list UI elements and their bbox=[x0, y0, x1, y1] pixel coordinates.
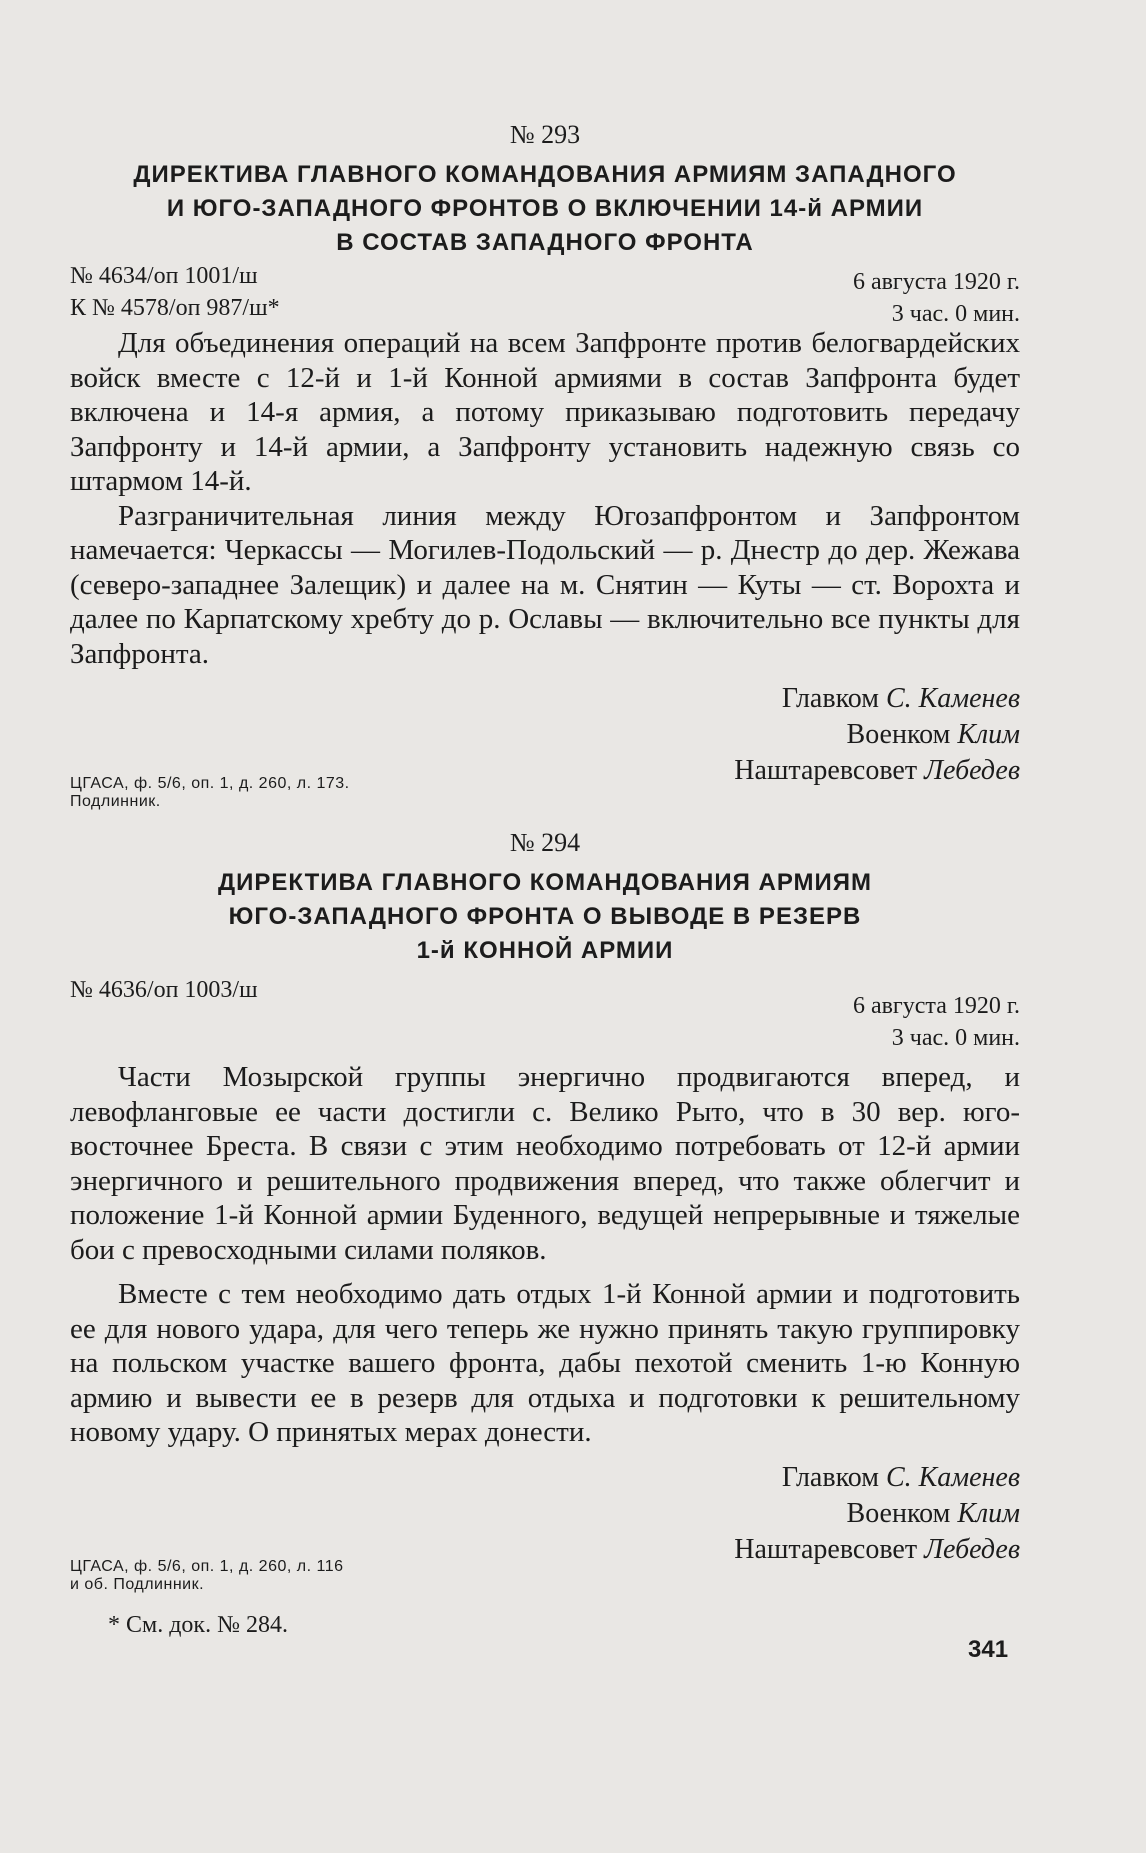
doc-294-archive-ref: ЦГАСА, ф. 5/6, оп. 1, д. 260, л. 116 и об. Подлинник. bbox=[70, 1557, 344, 1593]
doc-294-ref: № 4636/оп 1003/ш bbox=[70, 977, 258, 1003]
doc-293-time: 3 час. 0 мин. bbox=[891, 301, 1020, 327]
doc-293-paragraph: Разграничительная линия между Югозапфронтом и Запфронтом намечается: Черкассы — Могилев-Подольский — р. Днестр до дер. Жежава (северо-западнее Залещик) и далее на м. Снятин — Куты — ст. Ворохта и далее по Карпатскому хребту до р. Ославы — включительно все пункты для Запфронта. bbox=[70, 499, 1020, 670]
doc-293-paragraph: Для объединения операций на всем Запфронте против белогвардейских войск вместе с 12-й и 1-й Конной армиями в состав Запфронта будет включена и 14-я армия, а потому приказываю подготовить передачу Запфронту и 14-й армии, а Запфронту установить надежную связь со штармом 14-й. bbox=[70, 327, 1020, 497]
doc-294-time: 3 час. 0 мин. bbox=[891, 1025, 1020, 1051]
doc-293-title-line: В СОСТАВ ЗАПАДНОГО ФРОНТА bbox=[336, 229, 754, 256]
page-number: 341 bbox=[968, 1636, 1009, 1663]
footnote: * См. док. № 284. bbox=[108, 1611, 288, 1638]
doc-293-signatures bbox=[70, 681, 1020, 789]
doc-294-number: № 294 bbox=[509, 828, 581, 857]
doc-293-meta bbox=[70, 260, 1020, 326]
doc-294-title-line: ЮГО-ЗАПАДНОГО ФРОНТА О ВЫВОДЕ В РЕЗЕРВ bbox=[228, 903, 862, 930]
doc-294-title-line: ДИРЕКТИВА ГЛАВНОГО КОМАНДОВАНИЯ АРМИЯМ bbox=[217, 869, 872, 896]
doc-294-title-line: 1-й КОННОЙ АРМИИ bbox=[416, 937, 674, 964]
signature-line: Главком С. Каменев bbox=[781, 1461, 1020, 1493]
signature-line: Военком Клим bbox=[846, 1497, 1020, 1529]
doc-293-date: 6 августа 1920 г. bbox=[852, 269, 1020, 295]
document-293 bbox=[70, 120, 1020, 811]
signature-line: Военком Клим bbox=[846, 719, 1020, 750]
doc-294-meta bbox=[70, 968, 1020, 1060]
signature-line: Главком С. Каменев bbox=[781, 683, 1020, 714]
doc-293-archive-ref: ЦГАСА, ф. 5/6, оп. 1, д. 260, л. 173. Подлинник. bbox=[70, 775, 350, 810]
doc-293-title-line: ДИРЕКТИВА ГЛАВНОГО КОМАНДОВАНИЯ АРМИЯМ ЗАПАДНОГО bbox=[133, 161, 957, 188]
doc-293-ref: № 4634/оп 1001/ш bbox=[70, 263, 258, 289]
doc-293-number: № 293 bbox=[509, 120, 581, 149]
signature-line: Наштаревсовет Лебедев bbox=[734, 1533, 1020, 1565]
signature-line: Наштаревсовет Лебедев bbox=[734, 755, 1020, 786]
doc-294-paragraph: Части Мозырской группы энергично продвигаются вперед, и левофланговые ее части достигли с. Велико Рыто, что в 30 вер. юго-восточнее Бреста. В связи с этим необходимо потребовать от 12-й армии энергичного и решительного продвижения вперед, что также облегчит и положение 1-й Конной армии Буденного, ведущей непрерывные и тяжелые бои с превосходными силами поляков. bbox=[70, 1061, 1020, 1266]
document-294 bbox=[70, 828, 1020, 1639]
doc-294-date: 6 августа 1920 г. bbox=[852, 993, 1020, 1019]
doc-293-title-line: И ЮГО-ЗАПАДНОГО ФРОНТОВ О ВКЛЮЧЕНИИ 14-й АРМИИ bbox=[166, 195, 924, 222]
doc-294-paragraph: Вместе с тем необходимо дать отдых 1-й Конной армии и подготовить ее для нового удара, для чего теперь же нужно принять такую группировку на польском участке вашего фронта, дабы пехотой сменить 1-ю Конную армию и вывести ее в резерв для отдыха и подготовки к решительному новому удару. О принятых мерах донести. bbox=[70, 1278, 1020, 1448]
doc-294-signatures bbox=[70, 1460, 1020, 1568]
doc-293-ref-link: К № 4578/оп 987/ш* bbox=[70, 295, 280, 321]
